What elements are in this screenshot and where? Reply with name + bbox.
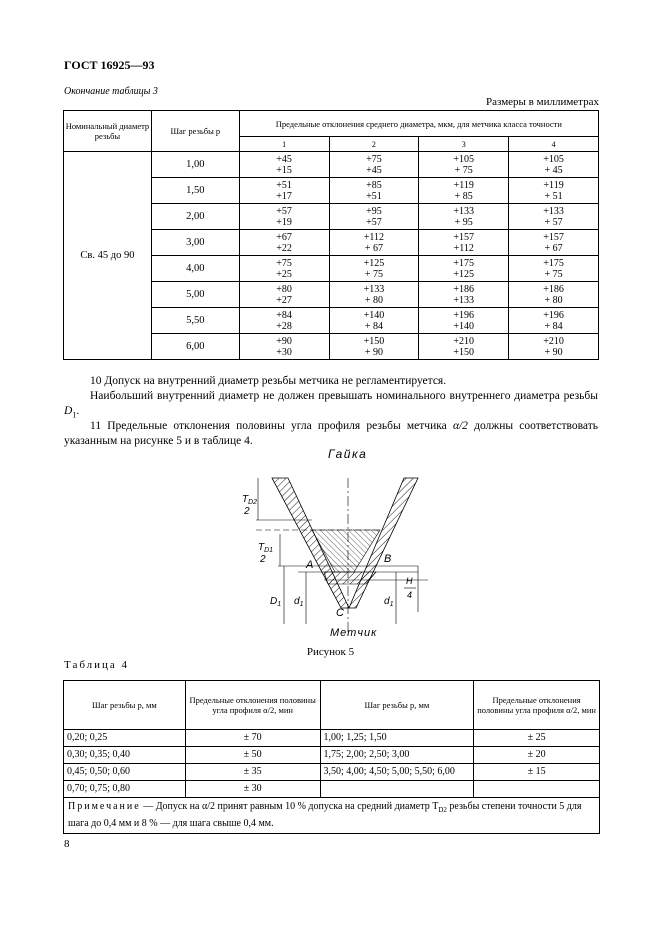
label-d1-right: $d_1$: [384, 596, 394, 608]
lower-deviation: +25: [276, 268, 292, 280]
lower-deviation: + 80: [544, 294, 563, 306]
upper-deviation: +186: [453, 283, 475, 295]
deviation-cell-c1: [239, 178, 329, 204]
upper-deviation: +90: [276, 335, 292, 347]
t4-cell-s1: 0,30; 0,35; 0,40: [64, 747, 186, 764]
deviation-cell-c4: [509, 152, 599, 178]
lower-deviation: +19: [276, 216, 292, 228]
deviation-cell-c2: [329, 308, 419, 334]
lower-deviation: + 75: [364, 268, 383, 280]
step-cell: 1,00: [151, 152, 239, 178]
lower-deviation: + 80: [364, 294, 383, 306]
t4-col-step: Шаг резьбы p, мм: [64, 681, 186, 730]
upper-deviation: +95: [366, 205, 382, 217]
lower-deviation: +57: [366, 216, 382, 228]
lower-deviation: +28: [276, 320, 292, 332]
step-cell: 6,00: [151, 334, 239, 360]
upper-deviation: +119: [543, 179, 564, 191]
deviation-cell-c4: [509, 282, 599, 308]
deviation-cell-c4: [509, 308, 599, 334]
lower-deviation: + 67: [364, 242, 383, 254]
lower-deviation: +30: [276, 346, 292, 358]
t4-cell-d1: ± 50: [185, 747, 320, 764]
upper-deviation: +175: [543, 257, 564, 269]
lower-deviation: + 90: [364, 346, 383, 358]
step-cell: 1,50: [151, 178, 239, 204]
deviation-cell-c4: [509, 230, 599, 256]
deviation-cell-c3: [419, 204, 509, 230]
lower-deviation: + 75: [544, 268, 563, 280]
deviation-cell-c1: [239, 308, 329, 334]
lower-deviation: + 67: [544, 242, 563, 254]
label-d1: $d_1$: [294, 596, 304, 608]
col-nominal-diameter: Номинальный диаметр резьбы: [64, 111, 152, 152]
upper-deviation: +105: [543, 153, 564, 165]
deviation-cell-c3: [419, 334, 509, 360]
upper-deviation: +67: [276, 231, 292, 243]
deviation-cell-c2: [329, 282, 419, 308]
deviation-cell-c1: [239, 256, 329, 282]
label-h-den: 4: [407, 590, 413, 600]
deviation-cell-c3: [419, 282, 509, 308]
upper-deviation: +112: [363, 231, 385, 243]
label-nut: Гайка: [328, 447, 368, 461]
table-4-note: Примечание — Допуск на α/2 принят равным 10 % допуска на средний диаметр $T_{D2}$ резьбы степени точности 5 для шага до 0,4 мм и 8 % — для шага свыше 0,4 мм.: [64, 798, 600, 834]
upper-deviation: +75: [366, 153, 382, 165]
deviation-cell-c3: [419, 256, 509, 282]
step-cell: 5,00: [151, 282, 239, 308]
t4-cell-s1: 0,20; 0,25: [64, 730, 186, 747]
label-D1: $D_1$: [270, 596, 282, 608]
upper-deviation: +186: [543, 283, 564, 295]
upper-deviation: +140: [363, 309, 385, 321]
lower-deviation: + 75: [454, 164, 473, 176]
label-tap: Метчик: [330, 627, 378, 639]
deviation-cell-c1: [239, 204, 329, 230]
t4-cell-s1: 0,70; 0,75; 0,80: [64, 781, 186, 798]
deviation-cell-c2: [329, 152, 419, 178]
deviation-cell-c4: [509, 204, 599, 230]
t4-col-dev: Предельные отклонения половины угла профиля α/2, мин: [185, 681, 320, 730]
t4-cell-d2: ± 15: [474, 764, 600, 781]
t4-cell-d1: ± 30: [185, 781, 320, 798]
table-4-label: Таблица 4: [64, 659, 130, 671]
col-deviations-group: Предельные отклонения среднего диаметра, мкм, для метчика класса точности: [239, 111, 598, 137]
class-3-header: 3: [419, 137, 509, 152]
t4-col-dev2: Предельные отклонения половины угла профиля α/2, мин: [474, 681, 600, 730]
upper-deviation: +210: [543, 335, 564, 347]
lower-deviation: + 51: [544, 190, 563, 202]
deviation-cell-c2: [329, 334, 419, 360]
deviation-cell-c1: [239, 230, 329, 256]
upper-deviation: +51: [276, 179, 292, 191]
t4-cell-s2: 1,75; 2,00; 2,50; 3,00: [320, 747, 474, 764]
deviation-cell-c2: [329, 256, 419, 282]
upper-deviation: +84: [276, 309, 292, 321]
label-td2: $T_{D2}$ 2: [242, 494, 258, 517]
upper-deviation: +196: [453, 309, 475, 321]
figure-caption: Рисунок 5: [306, 646, 355, 658]
lower-deviation: + 45: [544, 164, 563, 176]
table-4: [63, 680, 600, 834]
col-thread-step: Шаг резьбы p: [151, 111, 239, 152]
upper-deviation: +150: [363, 335, 385, 347]
deviation-cell-c4: [509, 178, 599, 204]
deviation-cell-c1: [239, 282, 329, 308]
lower-deviation: +150: [453, 346, 475, 358]
point-a: A: [306, 559, 314, 571]
t4-cell-d2: [474, 781, 600, 798]
paragraph-10b: Наибольший внутренний диаметр не должен превышать номинального внутреннего диаметра резьбы $D_1$.: [64, 390, 598, 420]
table-row: [64, 730, 600, 747]
t4-cell-d2: ± 20: [474, 747, 600, 764]
upper-deviation: +45: [276, 153, 292, 165]
lower-deviation: +140: [453, 320, 475, 332]
deviation-cell-c2: [329, 204, 419, 230]
lower-deviation: + 57: [544, 216, 563, 228]
lower-deviation: +125: [453, 268, 475, 280]
table-continuation-label: Окончание таблицы 3: [64, 86, 158, 97]
upper-deviation: +85: [366, 179, 382, 191]
label-h-num: H: [406, 576, 413, 586]
table-row: [64, 747, 600, 764]
upper-deviation: +133: [453, 205, 475, 217]
step-cell: 5,50: [151, 308, 239, 334]
table-row: [64, 781, 600, 798]
point-b: B: [384, 553, 392, 565]
upper-deviation: +210: [453, 335, 475, 347]
upper-deviation: +125: [363, 257, 385, 269]
class-2-header: 2: [329, 137, 419, 152]
t4-col-step2: Шаг резьбы p, мм: [320, 681, 474, 730]
upper-deviation: +196: [543, 309, 564, 321]
lower-deviation: +27: [276, 294, 292, 306]
deviation-cell-c1: [239, 334, 329, 360]
lower-deviation: +15: [276, 164, 292, 176]
upper-deviation: +75: [276, 257, 292, 269]
lower-deviation: + 95: [454, 216, 473, 228]
upper-deviation: +133: [363, 283, 385, 295]
upper-deviation: +175: [453, 257, 475, 269]
t4-cell-d1: ± 35: [185, 764, 320, 781]
nominal-diameter-cell: Св. 45 до 90: [64, 152, 152, 360]
deviation-cell-c2: [329, 178, 419, 204]
deviation-cell-c2: [329, 230, 419, 256]
document-header: ГОСТ 16925—93: [64, 58, 155, 72]
label-td1: $T_{D1}$ 2: [258, 542, 274, 565]
lower-deviation: +51: [366, 190, 382, 202]
upper-deviation: +157: [453, 231, 475, 243]
class-4-header: 4: [509, 137, 599, 152]
deviation-cell-c3: [419, 308, 509, 334]
deviation-cell-c4: [509, 334, 599, 360]
upper-deviation: +133: [543, 205, 564, 217]
step-cell: 3,00: [151, 230, 239, 256]
table-3: [63, 110, 599, 360]
deviation-cell-c1: [239, 152, 329, 178]
deviation-cell-c4: [509, 256, 599, 282]
upper-deviation: +80: [276, 283, 292, 295]
point-c: C: [336, 607, 344, 619]
page-number: 8: [64, 838, 70, 850]
table-row: [64, 764, 600, 781]
table-row: [64, 152, 599, 178]
upper-deviation: +157: [543, 231, 564, 243]
t4-cell-s2: [320, 781, 474, 798]
units-label: Размеры в миллиметрах: [486, 96, 599, 108]
t4-cell-s2: 3,50; 4,00; 4,50; 5,00; 5,50; 6,00: [320, 764, 474, 781]
t4-cell-d1: ± 70: [185, 730, 320, 747]
t4-cell-s2: 1,00; 1,25; 1,50: [320, 730, 474, 747]
lower-deviation: + 85: [454, 190, 473, 202]
step-cell: 4,00: [151, 256, 239, 282]
class-1-header: 1: [239, 137, 329, 152]
lower-deviation: + 90: [544, 346, 563, 358]
deviation-cell-c3: [419, 230, 509, 256]
lower-deviation: +22: [276, 242, 292, 254]
paragraph-11: 11 Предельные отклонения половины угла профиля резьбы метчика α/2 должны соответствовать указанным на рисунке 5 и в таблице 4.: [64, 420, 598, 447]
deviation-cell-c3: [419, 178, 509, 204]
upper-deviation: +57: [276, 205, 292, 217]
lower-deviation: + 84: [364, 320, 383, 332]
upper-deviation: +105: [453, 153, 475, 165]
lower-deviation: +133: [453, 294, 475, 306]
lower-deviation: +45: [366, 164, 382, 176]
t4-cell-s1: 0,45; 0,50; 0,60: [64, 764, 186, 781]
figure-5-thread-profile: [228, 444, 448, 644]
t4-cell-d2: ± 25: [474, 730, 600, 747]
lower-deviation: + 84: [544, 320, 563, 332]
lower-deviation: +112: [453, 242, 474, 254]
upper-deviation: +119: [453, 179, 474, 191]
deviation-cell-c3: [419, 152, 509, 178]
lower-deviation: +17: [276, 190, 292, 202]
paragraph-10: 10 Допуск на внутренний диаметр резьбы метчика не регламентируется.: [90, 375, 447, 387]
step-cell: 2,00: [151, 204, 239, 230]
